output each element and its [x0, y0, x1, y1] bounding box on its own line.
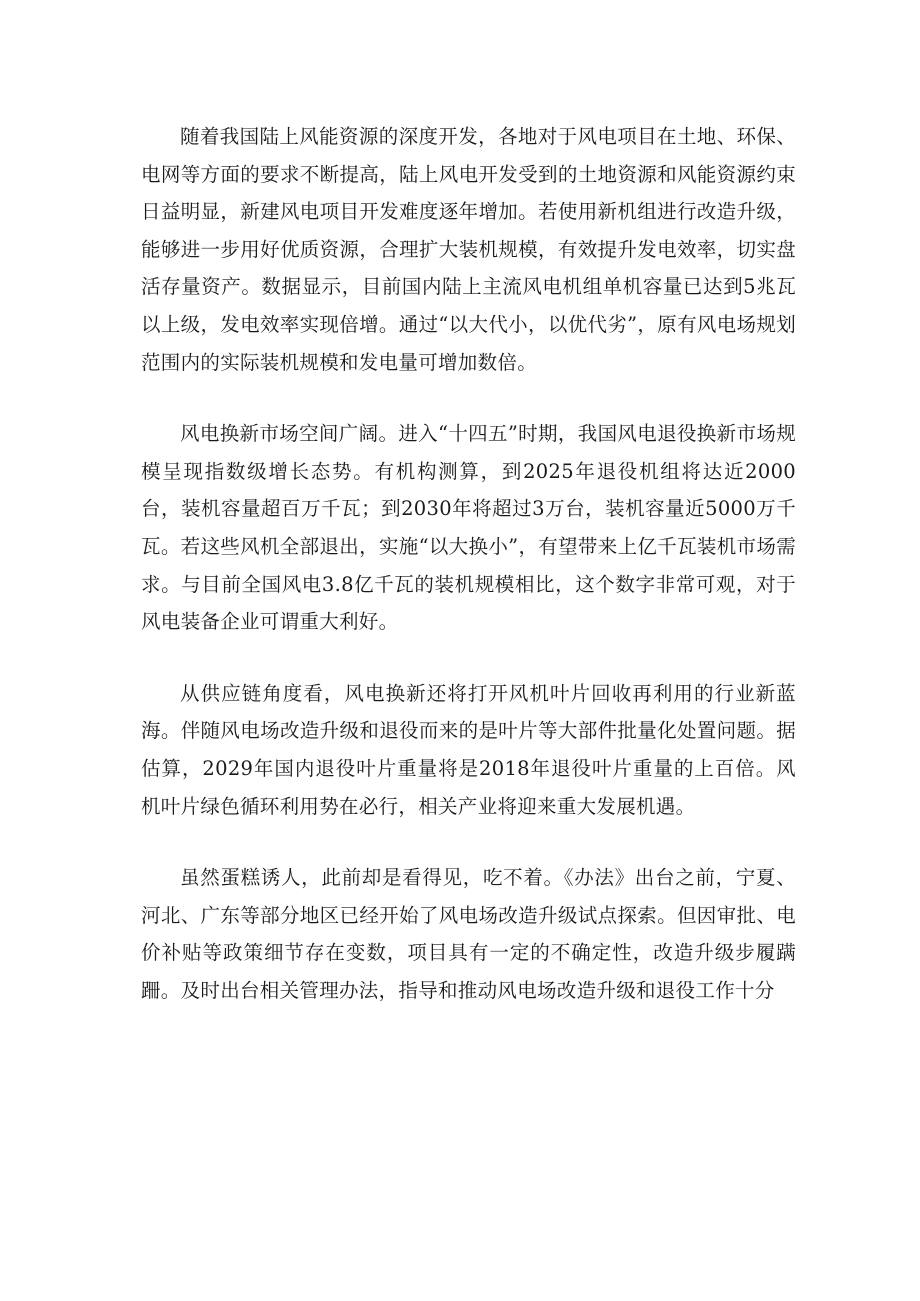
paragraph-3: 从供应链角度看，风电换新还将打开风机叶片回收再利用的行业新蓝海。伴随风电场改造升级和退役而来的是叶片等大部件批量化处置问题。据估算，2029年国内退役叶片重量将是2018年退役叶片重量的上百倍。风机叶片绿色循环利用势在必行，相关产业将迎来重大发展机遇。 [141, 681, 796, 818]
paragraph-1: 随着我国陆上风能资源的深度开发，各地对于风电项目在土地、环保、电网等方面的要求不断提高，陆上风电开发受到的土地资源和风能资源约束日益明显，新建风电项目开发难度逐年增加。若使用新机组进行改造升级，能够进一步用好优质资源，合理扩大装机规模，有效提升发电效率，切实盘活存量资产。数据显示，目前国内陆上主流风电机组单机容量已达到5兆瓦以上级，发电效率实现倍增。通过“以大代小，以优代劣”，原有风电场规划范围内的实际装机规模和发电量可增加数倍。 [141, 125, 796, 374]
paragraph-4: 虽然蛋糕诱人，此前却是看得见，吃不着。《办法》出台之前，宁夏、河北、广东等部分地区已经开始了风电场改造升级试点探索。但因审批、电价补贴等政策细节存在变数，项目具有一定的不确定性，改造升级步履蹒跚。及时出台相关管理办法，指导和推动风电场改造升级和退役工作十分 [141, 866, 796, 1002]
article-body [141, 118, 796, 1043]
paragraph-2: 风电换新市场空间广阔。进入“十四五”时期，我国风电退役换新市场规模呈现指数级增长态势。有机构测算，到2025年退役机组将达近2000台，装机容量超百万千瓦；到2030年将超过3万台，装机容量近5000万千瓦。若这些风机全部退出，实施“以大换小”，有望带来上亿千瓦装机市场需求。与目前全国风电3.8亿千瓦的装机规模相比，这个数字非常可观，对于风电装备企业可谓重大利好。 [141, 422, 796, 634]
